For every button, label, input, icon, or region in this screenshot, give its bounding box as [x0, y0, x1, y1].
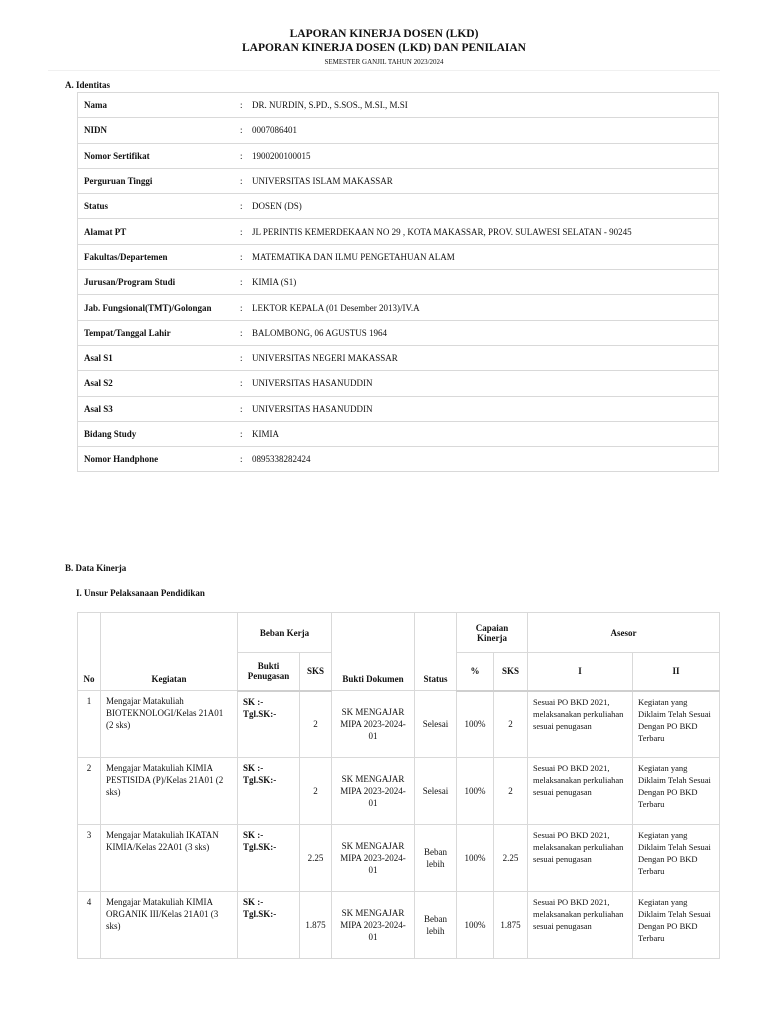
- report-title: LAPORAN KINERJA DOSEN (LKD): [289, 28, 479, 40]
- col-kegiatan: Kegiatan: [101, 613, 238, 691]
- identitas-row: [78, 168, 719, 193]
- identitas-row: [78, 371, 719, 396]
- identitas-row: [78, 320, 719, 345]
- identitas-label: Asal S2: [78, 371, 241, 396]
- row-sks: 2: [300, 758, 332, 825]
- col-asesor-2: II: [633, 653, 720, 691]
- identitas-heading: A. Identitas: [65, 80, 111, 90]
- header-divider: [48, 70, 720, 71]
- identitas-colon: :: [240, 345, 246, 370]
- row-bukti-dokumen: SK MENGAJAR MIPA 2023-2024-01: [332, 825, 415, 892]
- identitas-row: [78, 396, 719, 421]
- identitas-row: [78, 244, 719, 269]
- row-sk: SK :-: [243, 830, 264, 840]
- row-asesor-2: Kegiatan yang Diklaim Telah Sesuai Dengan PO BKD Terbaru: [633, 892, 720, 959]
- identitas-row: [78, 93, 719, 118]
- identitas-colon: :: [240, 194, 246, 219]
- identitas-label: Asal S3: [78, 396, 241, 421]
- row-tgl-sk: Tgl.SK:-: [243, 842, 277, 852]
- pendidikan-subheading: I. Unsur Pelaksanaan Pendidikan: [76, 588, 205, 598]
- identitas-row: [78, 295, 719, 320]
- col-bukti-penugasan: Bukti Penugasan: [238, 653, 300, 691]
- row-bukti-penugasan: [238, 825, 300, 892]
- col-beban-kerja: Beban Kerja: [238, 613, 332, 653]
- kinerja-row: [78, 691, 720, 758]
- identitas-colon: :: [240, 219, 246, 244]
- identitas-value: UNIVERSITAS ISLAM MAKASSAR: [246, 168, 719, 193]
- identitas-row: [78, 194, 719, 219]
- row-no: 2: [78, 758, 101, 825]
- identitas-row: [78, 447, 719, 472]
- identitas-label: Status: [78, 194, 241, 219]
- row-asesor-2: Kegiatan yang Diklaim Telah Sesuai Dengan PO BKD Terbaru: [633, 825, 720, 892]
- identitas-colon: :: [240, 270, 246, 295]
- row-status: Beban lebih: [415, 825, 457, 892]
- kinerja-row: [78, 758, 720, 825]
- kinerja-table: [77, 612, 720, 959]
- identitas-label: Alamat PT: [78, 219, 241, 244]
- row-sks-capaian: 1.875: [494, 892, 528, 959]
- col-capaian-kinerja: Capaian Kinerja: [457, 613, 528, 653]
- col-no: No: [78, 613, 101, 691]
- row-persen: 100%: [457, 892, 494, 959]
- identitas-value: DR. NURDIN, S.PD., S.SOS., M.SI., M.SI: [246, 93, 719, 118]
- identitas-value: LEKTOR KEPALA (01 Desember 2013)/IV.A: [246, 295, 719, 320]
- report-header: [0, 0, 768, 68]
- identitas-colon: :: [240, 421, 246, 446]
- identitas-value: BALOMBONG, 06 AGUSTUS 1964: [246, 320, 719, 345]
- kinerja-row: [78, 892, 720, 959]
- identitas-value: 0007086401: [246, 118, 719, 143]
- row-asesor-1: Sesuai PO BKD 2021, melaksanakan perkuliahan sesuai penugasan: [528, 758, 633, 825]
- identitas-row: [78, 270, 719, 295]
- row-asesor-1: Sesuai PO BKD 2021, melaksanakan perkuliahan sesuai penugasan: [528, 825, 633, 892]
- row-sks: 1.875: [300, 892, 332, 959]
- kinerja-row: [78, 825, 720, 892]
- row-tgl-sk: Tgl.SK:-: [243, 708, 277, 719]
- row-status: Selesai: [415, 691, 457, 758]
- identitas-label: Jurusan/Program Studi: [78, 270, 241, 295]
- row-bukti-dokumen: SK MENGAJAR MIPA 2023-2024-01: [332, 758, 415, 825]
- row-status: Beban lebih: [415, 892, 457, 959]
- identitas-colon: :: [240, 320, 246, 345]
- identitas-label: Asal S1: [78, 345, 241, 370]
- col-sks: SKS: [300, 653, 332, 691]
- identitas-label: Nomor Handphone: [78, 447, 241, 472]
- identitas-colon: :: [240, 244, 246, 269]
- identitas-value: 0895338282424: [246, 447, 719, 472]
- row-bukti-dokumen: SK MENGAJAR MIPA 2023-2024-01: [332, 892, 415, 959]
- identitas-label: Nama: [78, 93, 241, 118]
- row-no: 3: [78, 825, 101, 892]
- row-tgl-sk: Tgl.SK:-: [243, 775, 277, 785]
- identitas-row: [78, 118, 719, 143]
- col-bukti-dokumen: Bukti Dokumen: [332, 613, 415, 691]
- semester-label: SEMESTER GANJIL TAHUN 2023/2024: [324, 58, 444, 66]
- identitas-colon: :: [240, 295, 246, 320]
- row-asesor-2: Kegiatan yang Diklaim Telah Sesuai Dengan PO BKD Terbaru: [633, 758, 720, 825]
- row-sks-capaian: 2: [494, 758, 528, 825]
- identitas-row: [78, 421, 719, 446]
- row-bukti-penugasan: [238, 758, 300, 825]
- identitas-colon: :: [240, 447, 246, 472]
- row-sks: 2.25: [300, 825, 332, 892]
- report-subtitle: LAPORAN KINERJA DOSEN (LKD) DAN PENILAIAN: [241, 42, 526, 54]
- identitas-colon: :: [240, 371, 246, 396]
- identitas-row: [78, 345, 719, 370]
- row-no: 4: [78, 892, 101, 959]
- row-sks: 2: [300, 691, 332, 758]
- identitas-value: 1900200100015: [246, 143, 719, 168]
- row-asesor-1: Sesuai PO BKD 2021, melaksanakan perkuliahan sesuai penugasan: [528, 691, 633, 758]
- row-sk: SK :-: [243, 897, 264, 907]
- identitas-value: UNIVERSITAS NEGERI MAKASSAR: [246, 345, 719, 370]
- row-bukti-penugasan: [238, 691, 300, 758]
- identitas-table: [77, 92, 719, 472]
- row-sk: SK :-: [243, 696, 264, 707]
- row-bukti-penugasan: [238, 892, 300, 959]
- row-asesor-2: Kegiatan yang Diklaim Telah Sesuai Dengan PO BKD Terbaru: [633, 691, 720, 758]
- identitas-colon: :: [240, 396, 246, 421]
- identitas-label: Fakultas/Departemen: [78, 244, 241, 269]
- identitas-colon: :: [240, 118, 246, 143]
- col-asesor-1: I: [528, 653, 633, 691]
- row-kegiatan: Mengajar Matakuliah BIOTEKNOLOGI/Kelas 21A01 (2 sks): [101, 691, 238, 758]
- row-sk: SK :-: [243, 763, 264, 773]
- identitas-label: Tempat/Tanggal Lahir: [78, 320, 241, 345]
- identitas-label: Bidang Study: [78, 421, 241, 446]
- identitas-value: DOSEN (DS): [246, 194, 719, 219]
- col-persen: %: [457, 653, 494, 691]
- row-kegiatan: Mengajar Matakuliah IKATAN KIMIA/Kelas 22A01 (3 sks): [101, 825, 238, 892]
- identitas-colon: :: [240, 93, 246, 118]
- row-asesor-1: Sesuai PO BKD 2021, melaksanakan perkuliahan sesuai penugasan: [528, 892, 633, 959]
- kinerja-heading: B. Data Kinerja: [65, 563, 127, 573]
- identitas-value: MATEMATIKA DAN ILMU PENGETAHUAN ALAM: [246, 244, 719, 269]
- row-persen: 100%: [457, 758, 494, 825]
- row-status: Selesai: [415, 758, 457, 825]
- identitas-label: Jab. Fungsional(TMT)/Golongan: [78, 295, 241, 320]
- identitas-value: UNIVERSITAS HASANUDDIN: [246, 396, 719, 421]
- identitas-value: KIMIA (S1): [246, 270, 719, 295]
- row-bukti-dokumen: SK MENGAJAR MIPA 2023-2024-01: [332, 691, 415, 758]
- identitas-colon: :: [240, 168, 246, 193]
- row-sks-capaian: 2.25: [494, 825, 528, 892]
- row-sks-capaian: 2: [494, 691, 528, 758]
- col-sks-capaian: SKS: [494, 653, 528, 691]
- identitas-label: Perguruan Tinggi: [78, 168, 241, 193]
- row-persen: 100%: [457, 825, 494, 892]
- col-asesor: Asesor: [528, 613, 720, 653]
- identitas-colon: :: [240, 143, 246, 168]
- row-tgl-sk: Tgl.SK:-: [243, 909, 277, 919]
- identitas-label: NIDN: [78, 118, 241, 143]
- identitas-row: [78, 219, 719, 244]
- identitas-label: Nomor Sertifikat: [78, 143, 241, 168]
- identitas-row: [78, 143, 719, 168]
- row-persen: 100%: [457, 691, 494, 758]
- row-kegiatan: Mengajar Matakuliah KIMIA PESTISIDA (P)/Kelas 21A01 (2 sks): [101, 758, 238, 825]
- identitas-value: KIMIA: [246, 421, 719, 446]
- col-status: Status: [415, 613, 457, 691]
- identitas-value: UNIVERSITAS HASANUDDIN: [246, 371, 719, 396]
- identitas-value: JL PERINTIS KEMERDEKAAN NO 29 , KOTA MAKASSAR, PROV. SULAWESI SELATAN - 90245: [246, 219, 719, 244]
- row-no: 1: [78, 691, 101, 758]
- row-kegiatan: Mengajar Matakuliah KIMIA ORGANIK III/Kelas 21A01 (3 sks): [101, 892, 238, 959]
